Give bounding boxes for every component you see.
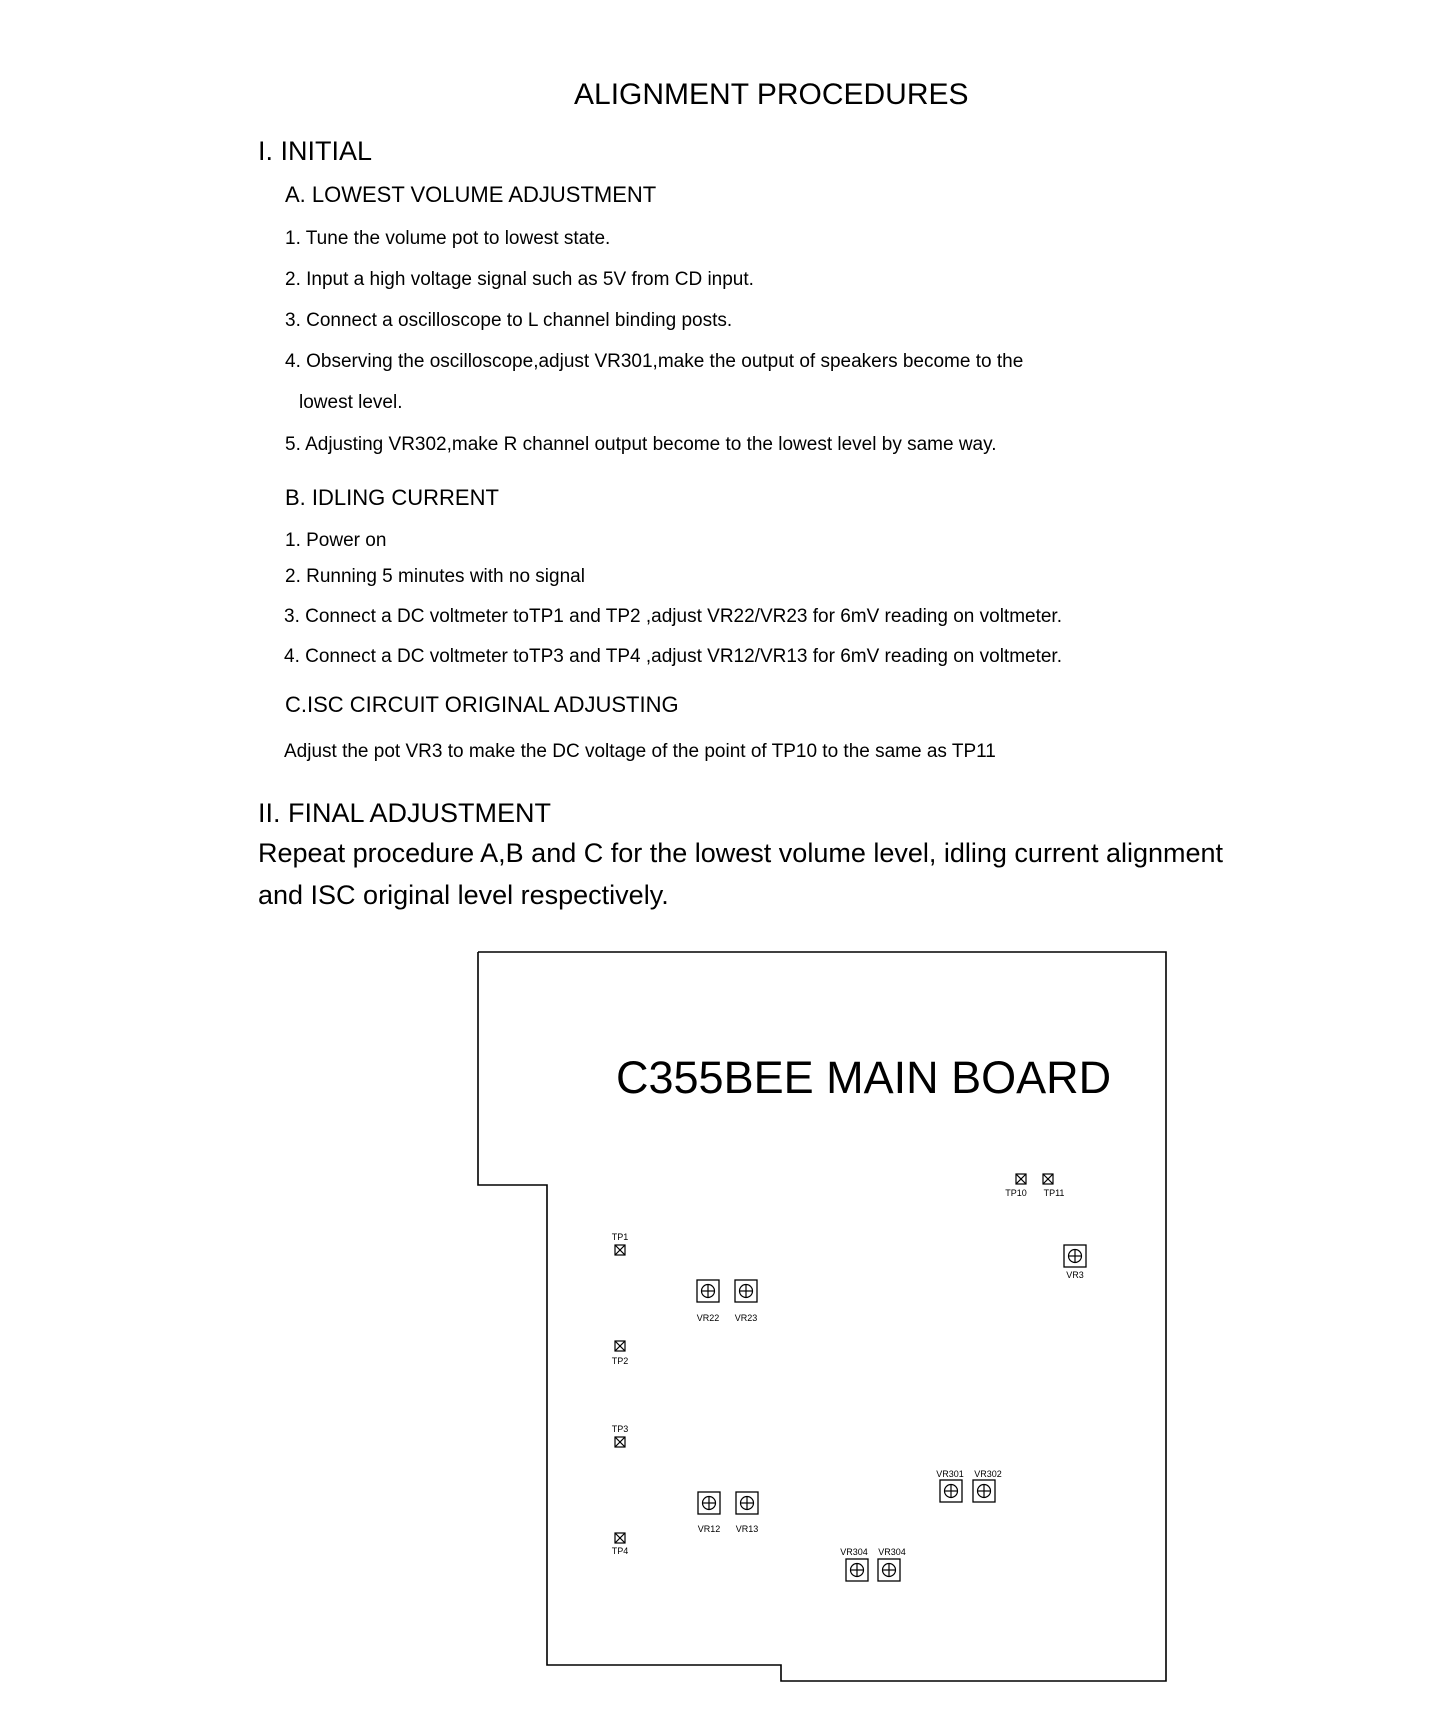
pot-vr301 — [936, 1469, 964, 1502]
vr22-label: VR22 — [696, 1313, 720, 1323]
board-title: C355BEE MAIN BOARD — [616, 1052, 1112, 1103]
section-a-step-4: 4. Observing the oscilloscope,adjust VR301,make the output of speakers become to the — [285, 351, 1024, 372]
tp2-label: TP2 — [611, 1356, 629, 1366]
pot-vr304-left — [840, 1547, 868, 1581]
pot-vr302 — [973, 1469, 1002, 1502]
section-b-heading: B. IDLING CURRENT — [285, 485, 499, 510]
page-title: ALIGNMENT PROCEDURES — [574, 78, 969, 111]
pot-vr3 — [1064, 1245, 1086, 1280]
tp11-label: TP11 — [1043, 1188, 1065, 1198]
vr23-label: VR23 — [734, 1313, 758, 1323]
tp1-label: TP1 — [611, 1232, 629, 1242]
pot-vr12 — [698, 1492, 721, 1534]
section-a-step-3: 3. Connect a oscilloscope to L channel binding posts. — [285, 310, 733, 331]
section-a-step-2: 2. Input a high voltage signal such as 5V from CD input. — [285, 269, 754, 290]
pot-vr23 — [735, 1280, 758, 1323]
pot-vr13 — [736, 1492, 759, 1534]
vr304-left-label: VR304 — [840, 1547, 868, 1557]
tp3-label: TP3 — [611, 1424, 629, 1434]
test-point-tp4 — [612, 1533, 629, 1556]
section-b-step-3: 3. Connect a DC voltmeter toTP1 and TP2 ,adjust VR22/VR23 for 6mV reading on voltmeter. — [284, 606, 1062, 627]
pot-vr304-right — [878, 1547, 906, 1581]
section-c-text: Adjust the pot VR3 to make the DC voltage of the point of TP10 to the same as TP11 — [284, 741, 996, 762]
vr12-label: VR12 — [697, 1524, 721, 1534]
vr3-label: VR3 — [1066, 1270, 1084, 1280]
section-initial-heading: I. INITIAL — [258, 136, 373, 166]
vr304-right-label: VR304 — [878, 1547, 906, 1557]
section-a-step-4-continued: lowest level. — [299, 392, 403, 413]
vr301-label: VR301 — [936, 1469, 964, 1479]
vr13-label: VR13 — [735, 1524, 759, 1534]
test-point-tp3 — [612, 1424, 629, 1447]
section-a-heading: A. LOWEST VOLUME ADJUSTMENT — [285, 182, 657, 207]
test-point-tp2 — [612, 1341, 629, 1366]
section-a-step-1: 1. Tune the volume pot to lowest state. — [285, 228, 611, 249]
section-a-step-5: 5. Adjusting VR302,make R channel output become to the lowest level by same way. — [285, 434, 997, 455]
section-c-heading: C.ISC CIRCUIT ORIGINAL ADJUSTING — [285, 692, 679, 717]
final-line-2: and ISC original level respectively. — [258, 880, 669, 910]
section-b-step-1: 1. Power on — [285, 530, 387, 551]
pot-vr22 — [697, 1280, 720, 1323]
section-b-step-4: 4. Connect a DC voltmeter toTP3 and TP4 ,adjust VR12/VR13 for 6mV reading on voltmeter. — [284, 646, 1062, 667]
tp10-label: TP10 — [1005, 1188, 1027, 1198]
final-line-1: Repeat procedure A,B and C for the lowest volume level, idling current alignment — [258, 838, 1224, 868]
test-point-tp11 — [1043, 1174, 1064, 1198]
vr302-label: VR302 — [974, 1469, 1002, 1479]
test-point-tp10 — [1005, 1174, 1027, 1198]
section-final-heading: II. FINAL ADJUSTMENT — [258, 798, 552, 828]
tp4-label: TP4 — [611, 1546, 629, 1556]
test-point-tp1 — [612, 1232, 629, 1255]
section-b-step-2: 2. Running 5 minutes with no signal — [285, 566, 585, 587]
